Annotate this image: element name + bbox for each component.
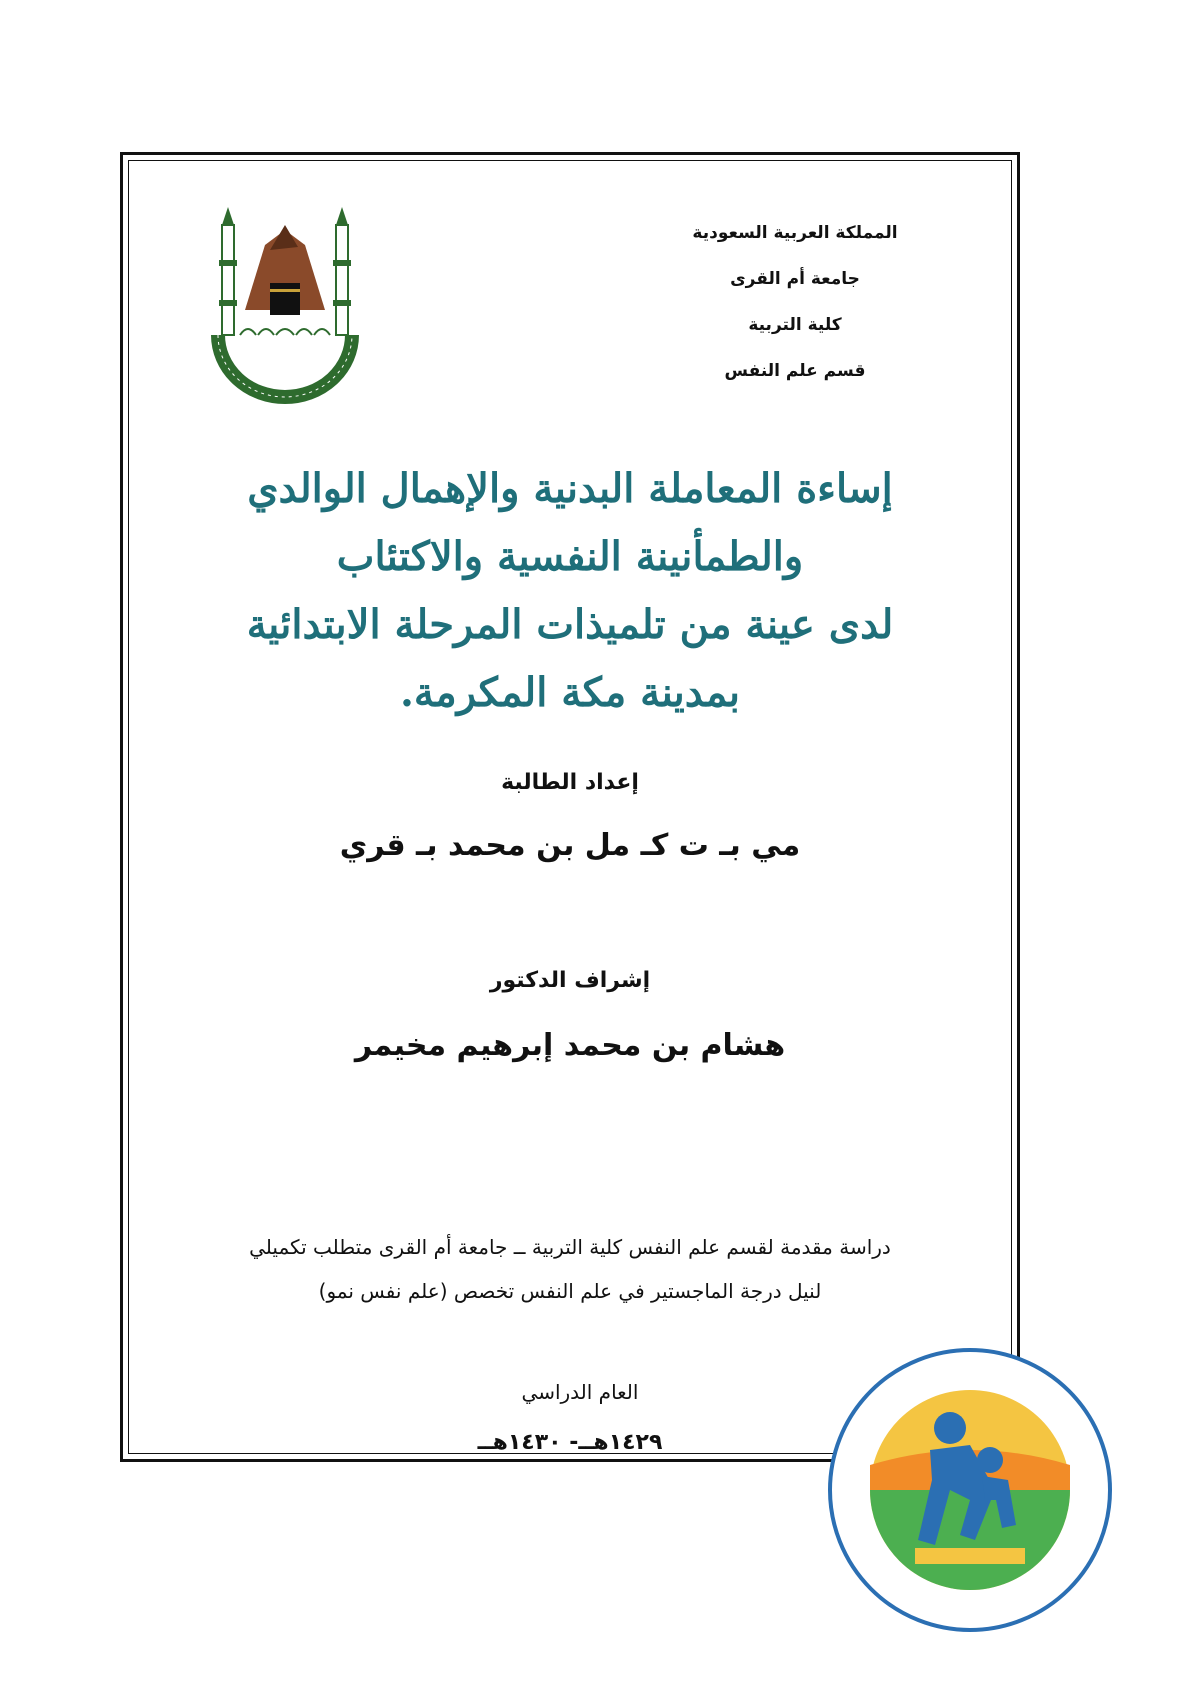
title-line-1: إساءة المعاملة البدنية والإهمال الوالدي	[247, 465, 893, 512]
supervisor-name: هشام بن محمد إبرهيم مخيمر	[354, 1028, 786, 1063]
header-university: جامعة أم القرى	[730, 269, 860, 289]
title-line-3: لدى عينة من تلميذات المرحلة الابتدائية	[246, 601, 894, 648]
student-label: إعداد الطالبة	[501, 770, 639, 795]
university-logo-icon	[210, 205, 360, 405]
title-line-2: والطمأنينة النفسية والاكتئاب	[336, 533, 804, 580]
institution-header	[665, 210, 925, 394]
thesis-title	[200, 455, 940, 727]
forum-stamp-icon	[820, 1340, 1120, 1640]
header-department: قسم علم النفس	[724, 361, 866, 381]
supervisor-label: إشراف الدكتور	[489, 968, 651, 993]
description-line-1: دراسة مقدمة لقسم علم النفس كلية التربية ــ جامعة أم القرى متطلب تكميلي	[249, 1235, 891, 1259]
description-line-2: لنيل درجة الماجستير في علم النفس تخصص (علم نفس نمو)	[318, 1279, 822, 1303]
thesis-description	[150, 1225, 990, 1313]
student-name: مي بـ ت كـ مل بن محمد بـ قري	[339, 828, 801, 863]
header-country: المملكة العربية السعودية	[692, 223, 898, 243]
title-line-4: بمدينة مكة المكرمة.	[399, 669, 741, 716]
academic-year-label: العام الدراسي	[521, 1380, 639, 1404]
header-college: كلية التربية	[748, 315, 842, 335]
academic-year-value: ١٤٢٩هــ- ١٤٣٠هــ	[477, 1430, 663, 1455]
